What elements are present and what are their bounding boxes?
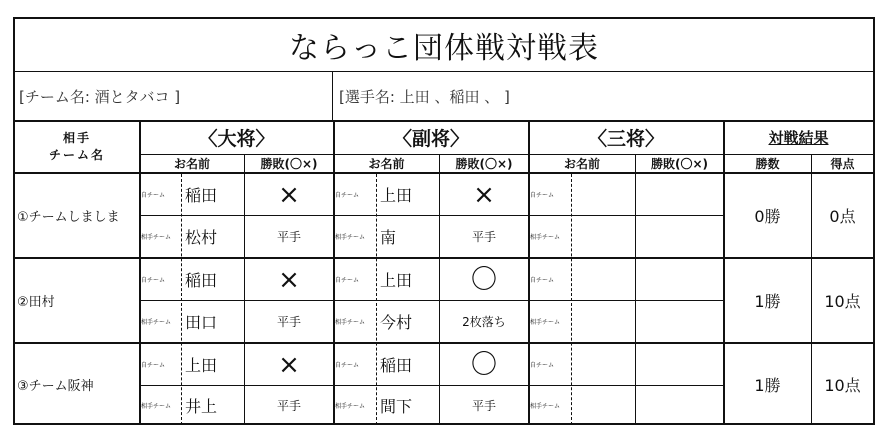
win-col-header: 勝敗(〇×) <box>260 157 318 171</box>
opponent-header-line1: 相手 <box>62 130 91 145</box>
points-total: 10点 <box>824 292 861 311</box>
dashed-divider <box>181 174 182 425</box>
name-col-header: お名前 <box>368 157 405 171</box>
divider <box>635 154 636 425</box>
own-team-tag: 自チーム <box>335 362 360 369</box>
points-total: 10点 <box>824 376 861 395</box>
opp-team-tag: 相手チーム <box>141 319 172 326</box>
fukusho-header: 〈副将〉 <box>392 128 469 150</box>
own-player-name: 上田 <box>380 271 413 290</box>
dashed-divider <box>571 174 572 425</box>
own-player-name: 稲田 <box>185 271 218 290</box>
opp-team-tag: 相手チーム <box>141 234 172 241</box>
handicap: 平手 <box>471 399 496 413</box>
circle-mark: 〇 <box>470 264 497 295</box>
name-col-header: お名前 <box>563 157 600 171</box>
opp-player-name: 今村 <box>380 313 413 332</box>
cross-mark: × <box>278 264 300 295</box>
own-team-tag: 自チーム <box>530 192 555 199</box>
own-team-tag: 自チーム <box>335 277 360 284</box>
opponent-team-name: ③チーム阪神 <box>17 379 94 394</box>
opponent-team-header <box>15 121 139 172</box>
handicap: 2枚落ち <box>462 315 506 329</box>
own-team-tag: 自チーム <box>335 192 360 199</box>
opponent-team-name: ①チームしましま <box>17 210 120 225</box>
opp-player-name: 松村 <box>185 228 218 247</box>
own-team-tag: 自チーム <box>141 362 166 369</box>
handicap: 平手 <box>276 399 301 413</box>
points-col-header: 得点 <box>830 157 855 171</box>
opp-team-tag: 相手チーム <box>530 319 561 326</box>
opp-team-tag: 相手チーム <box>335 319 366 326</box>
own-player-name: 稲田 <box>185 186 218 205</box>
win-col-header: 勝敗(〇×) <box>455 157 513 171</box>
sansho-header: 〈三将〉 <box>587 128 664 150</box>
dashed-divider <box>376 174 377 425</box>
player-names-field: [選手名: 上田 、稲田 、 ] <box>339 87 510 106</box>
team-name-field: [チーム名: 酒とタバコ ] <box>15 72 333 120</box>
taisho-header: 〈大将〉 <box>198 128 275 150</box>
win-col-header: 勝敗(〇×) <box>650 157 709 171</box>
circle-mark: 〇 <box>470 349 497 380</box>
opp-team-tag: 相手チーム <box>530 234 561 241</box>
opponent-team-name: ②田村 <box>17 295 55 310</box>
handicap: 平手 <box>276 315 301 329</box>
own-player-name: 上田 <box>185 356 218 375</box>
opp-team-tag: 相手チーム <box>335 234 366 241</box>
wins-total: 1勝 <box>754 376 781 395</box>
page-title: ならっこ団体戦対戦表 <box>15 19 873 72</box>
own-team-tag: 自チーム <box>141 277 166 284</box>
opponent-header-line2: チーム名 <box>48 147 105 162</box>
name-col-header: お名前 <box>173 157 210 171</box>
wins-total: 0勝 <box>754 207 781 226</box>
cross-mark: × <box>278 179 300 210</box>
wins-total: 1勝 <box>754 292 781 311</box>
match-sheet <box>13 17 875 425</box>
own-team-tag: 自チーム <box>530 362 555 369</box>
opp-player-name: 南 <box>380 228 397 247</box>
opp-player-name: 田口 <box>185 313 218 332</box>
opp-player-name: 間下 <box>380 397 413 416</box>
handicap: 平手 <box>276 230 301 244</box>
cross-mark: × <box>473 179 495 210</box>
result-header: 対戦結果 <box>768 129 829 147</box>
cross-mark: × <box>278 349 300 380</box>
opp-player-name: 井上 <box>185 397 218 416</box>
own-player-name: 上田 <box>380 186 413 205</box>
opp-team-tag: 相手チーム <box>141 403 172 410</box>
points-total: 0点 <box>829 207 856 226</box>
own-player-name: 稲田 <box>380 356 413 375</box>
own-team-tag: 自チーム <box>141 192 166 199</box>
opp-team-tag: 相手チーム <box>530 403 561 410</box>
wins-col-header: 勝数 <box>755 157 780 171</box>
own-team-tag: 自チーム <box>530 277 555 284</box>
opp-team-tag: 相手チーム <box>335 403 366 410</box>
handicap: 平手 <box>471 230 496 244</box>
